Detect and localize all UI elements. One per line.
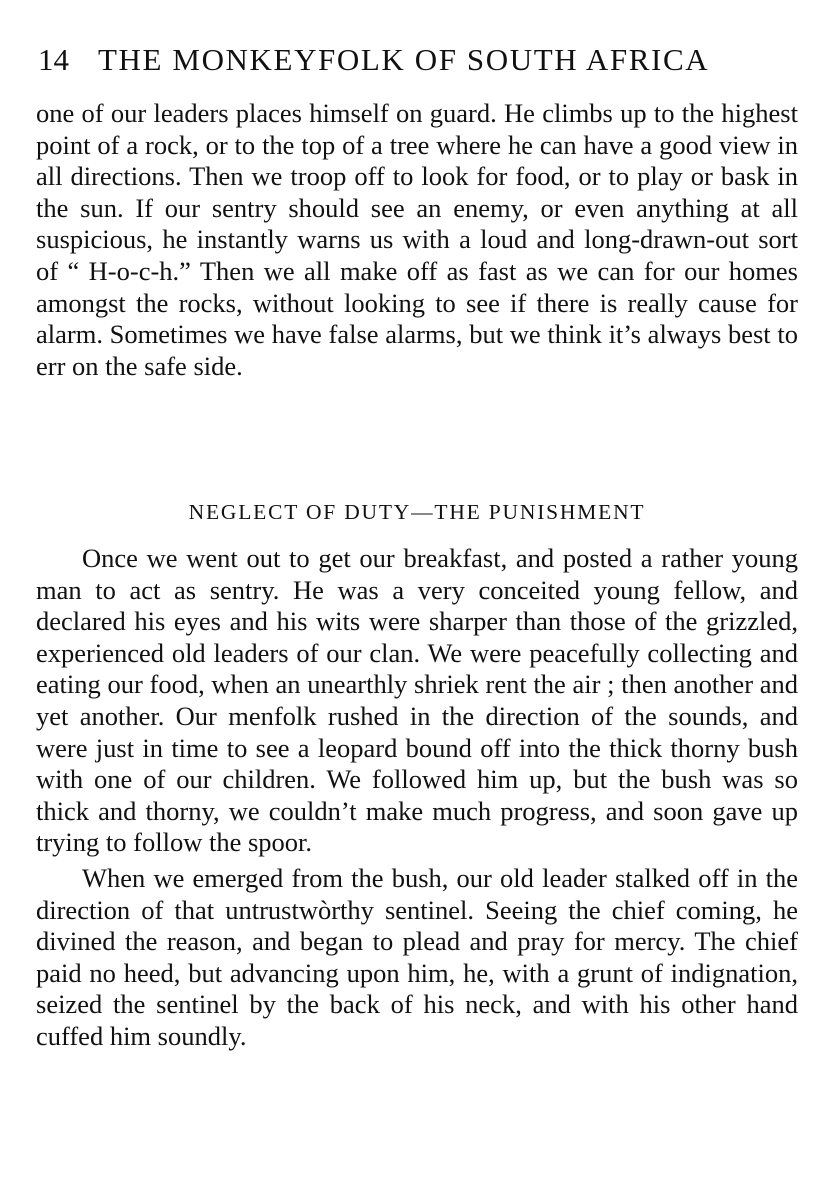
page-number: 14 [38,42,69,77]
section-heading: NEGLECT OF DUTY—THE PUNISHMENT [188,500,646,524]
body-paragraph: When we emerged from the bush, our old leader stalked off in the direction of that untrustwòrthy sentinel. Seeing the chief coming, he divined the reason, and began to plead and pray for mercy. The chief paid no heed, but advancing upon him, he, with a grunt of indignation, seized the sentinel by the back of his neck, and with his other hand cuffed him soundly. [36,862,798,1051]
running-head [38,42,778,86]
text-block-continuation [36,98,798,382]
text-block-section [36,543,798,1053]
book-title: THE MONKEYFOLK OF SOUTH AFRICA [98,42,710,77]
body-paragraph: Once we went out to get our breakfast, and posted a rather young man to act as sentry. He was a very conceited young fellow, and declared his eyes and his wits were sharper than those of the grizzled, experienced old leaders of our clan. We were peacefully collecting and eating our food, when an unearthly shriek rent the air ; then another and yet another. Our menfolk rushed in the direction of the sounds, and were just in time to see a leopard bound off into the thick thorny bush with one of our children. We followed him up, but the bush was so thick and thorny, we couldn’t make much progress, and soon gave up trying to follow the spoor. [36,543,798,858]
body-paragraph: one of our leaders places himself on guard. He climbs up to the highest point of a rock, or to the top of a tree where he can have a good view in all directions. Then we troop off to look for food, or to play or bask in the sun. If our sentry should see an enemy, or even anything at all suspicious, he instantly warns us with a loud and long-drawn-out sort of “ H-o-c-h.” Then we all make off as fast as we can for our homes amongst the rocks, without looking to see if there is really cause for alarm. Sometimes we have false alarms, but we think it’s always best to err on the safe side. [36,98,798,381]
